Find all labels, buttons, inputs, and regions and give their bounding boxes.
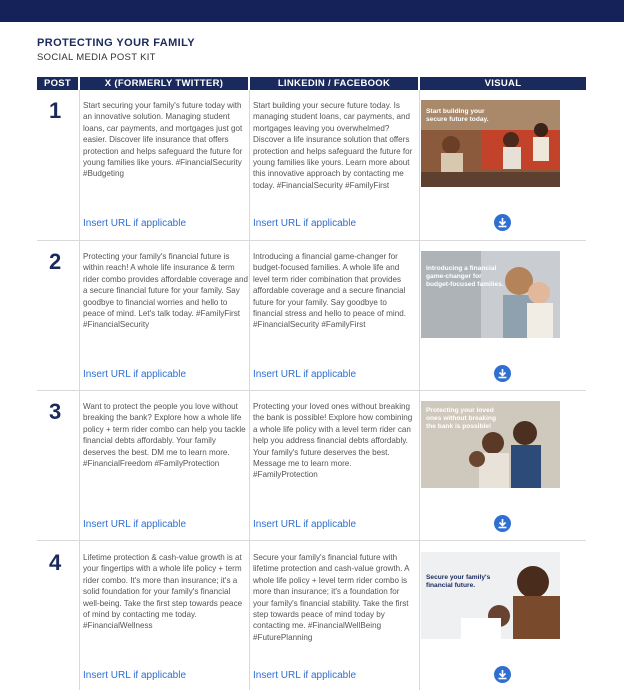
- col-header-x: X (FORMERLY TWITTER): [80, 77, 248, 90]
- post-row-2: [37, 249, 586, 389]
- linkedin-url-link[interactable]: Insert URL if applicable: [253, 519, 357, 530]
- x-url-link[interactable]: Insert URL if applicable: [83, 670, 187, 681]
- post-image: [421, 251, 560, 338]
- col-header-post: POST: [37, 77, 78, 90]
- image-caption: Start building your secure future today.: [426, 108, 489, 123]
- row-divider: [37, 390, 586, 391]
- family-photo: [421, 552, 560, 639]
- image-caption: Introducing a financial game-changer for budget-focused families.: [426, 265, 504, 288]
- post-number: 3: [49, 399, 62, 424]
- x-post-text: Lifetime protection & cash-value growth is at your fingertips with a whole life policy + term rider combo. It's more than insurance; it's a solid foundation for your family's financial well-being. Take the first step towards peace of mind by contacting me today. #FinancialWellness: [83, 553, 243, 631]
- x-url-link[interactable]: Insert URL if applicable: [83, 369, 187, 380]
- image-caption: Secure your family's financial future.: [426, 574, 491, 589]
- download-icon[interactable]: [494, 666, 511, 683]
- post-image: [421, 401, 560, 488]
- post-number: 4: [49, 550, 62, 575]
- download-icon[interactable]: [494, 214, 511, 231]
- row-divider: [37, 540, 586, 541]
- col-header-linkedin: LINKEDIN / FACEBOOK: [250, 77, 418, 90]
- page-title: PROTECTING YOUR FAMILY: [37, 37, 195, 49]
- post-image: [421, 100, 560, 187]
- linkedin-url-link[interactable]: Insert URL if applicable: [253, 218, 357, 229]
- download-icon[interactable]: [494, 515, 511, 532]
- linkedin-post-text: Start building your secure future today. Is managing student loans, car payments, and mortgages leaving you overwhelmed? Discover a life insurance solution that offers protection and helps safeguard the future for young families like yours. Learn more about this innovative approach by contacting me today. #FinancialSecurity #FamilyFirst: [253, 101, 413, 190]
- post-row-4: [37, 550, 586, 690]
- download-icon[interactable]: [494, 365, 511, 382]
- x-url-link[interactable]: Insert URL if applicable: [83, 218, 187, 229]
- post-row-3: [37, 399, 586, 539]
- post-row-1: [37, 98, 586, 238]
- x-post-text: Protecting your family's financial future is within reach! A whole life insurance & term rider combo provides affordable coverage and a secure financial future for your family. Say goodbye to financial worries and hello to peace of mind. Let's talk today. #FamilyFirst #FinancialSecurity: [83, 252, 248, 330]
- top-banner: [0, 0, 624, 22]
- x-url-link[interactable]: Insert URL if applicable: [83, 519, 187, 530]
- post-number: 1: [49, 98, 62, 123]
- post-image: [421, 552, 560, 639]
- x-post-text: Want to protect the people you love without breaking the bank? Explore how a whole life policy + term rider combo can help you tackle financial debts affordably. Your family deserves the best. DM me to learn more. #FinancialFreedom #FamilyProtection: [83, 402, 246, 469]
- image-caption: Protecting your loved ones without breaking the bank is possible!: [426, 407, 496, 430]
- linkedin-url-link[interactable]: Insert URL if applicable: [253, 670, 357, 681]
- post-number: 2: [49, 249, 62, 274]
- page-subtitle: SOCIAL MEDIA POST KIT: [37, 52, 156, 63]
- linkedin-post-text: Introducing a financial game-changer for budget-focused families. A whole life and level term rider combination that provides affordable coverage and a secure financial future for your family. Say goodbye to financial stress and hello to peace of mind. #FinancialSecurity #FamilyFirst: [253, 252, 406, 330]
- linkedin-url-link[interactable]: Insert URL if applicable: [253, 369, 357, 380]
- x-post-text: Start securing your family's future today with an innovative solution. Managing student loans, car payments, and mortgages just got easier. Discover life insurance that offers protection and helps safeguard the future for young families like yours. #FinancialSecurity #Budgeting: [83, 101, 243, 179]
- col-header-visual: VISUAL: [420, 77, 586, 90]
- linkedin-post-text: Secure your family's financial future with lifetime protection and cash-value growth. A whole life policy + level term rider combo is more than insurance; it's a foundation for your family's financial stability. Take the first step towards peace of mind today by contacting me. #FinancialWellBeing #FuturePlanning: [253, 553, 410, 642]
- row-divider: [37, 240, 586, 241]
- linkedin-post-text: Protecting your loved ones without breaking the bank is possible! Explore how combining a whole life policy with a level term rider can help you address financial debts affordably. Your family's future deserves the best. Message me to learn more. #FamilyProtection: [253, 402, 413, 480]
